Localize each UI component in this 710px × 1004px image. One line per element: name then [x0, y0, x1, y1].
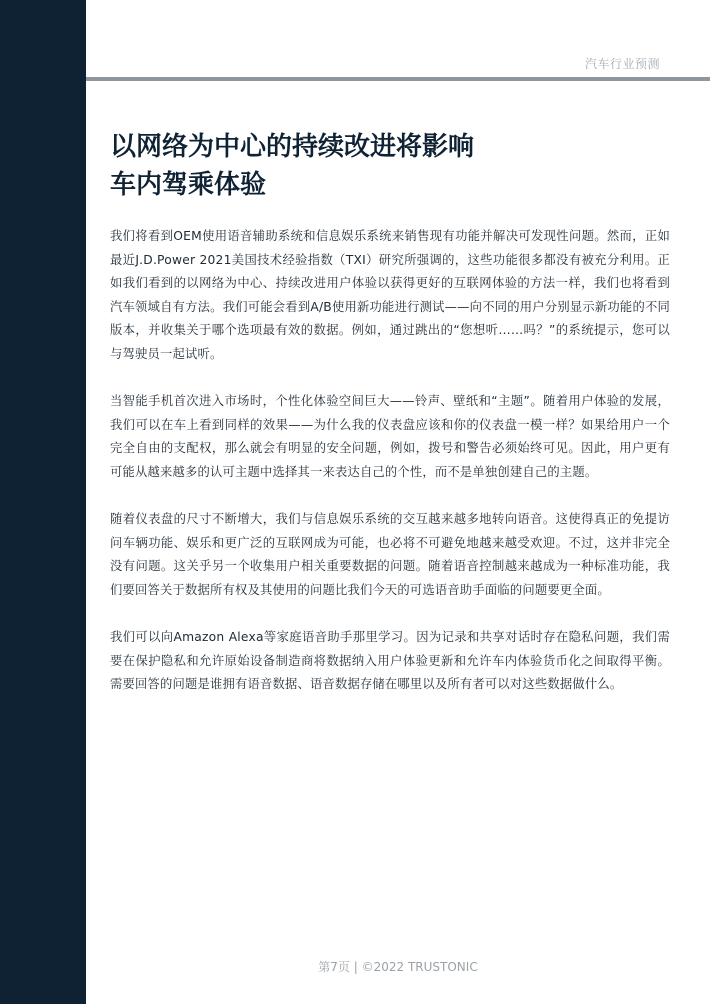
paragraph: 当智能手机首次进入市场时，个性化体验空间巨大——铃声、壁纸和“主题”。随着用户体验的发展，我们可以在车上看到同样的效果——为什么我的仪表盘应该和你的仪表盘一模一样？如果给用户一个完全自由的支配权，那么就会有明显的安全问题，例如，拨号和警告必须始终可见。因此，用户更有可能从越来越多的认可主题中选择其一来表达自己的个性，而不是单独创建自己的主题。 — [110, 394, 670, 479]
article-body — [110, 225, 670, 721]
sidebar-band — [0, 0, 86, 1004]
paragraph: 我们可以向Amazon Alexa等家庭语音助手那里学习。因为记录和共享对话时存在隐私问题，我们需要在保护隐私和允许原始设备制造商将数据纳入用户体验更新和允许车内体验货币化之间取得平衡。需要回答的问题是谁拥有语音数据、语音数据存储在哪里以及所有者可以对这些数据做什么。 — [110, 630, 670, 691]
header-rule — [86, 77, 710, 81]
page-footer: 第7页 | ©2022 TRUSTONIC — [318, 960, 478, 974]
paragraph: 我们将看到OEM使用语音辅助系统和信息娱乐系统来销售现有功能并解决可发现性问题。然而，正如最近J.D.Power 2021美国技术经验指数（TXI）研究所强调的，这些功能很多都没有被充分利用。正如我们看到的以网络为中心、持续改进用户体验以获得更好的互联网体验的方法一样，我们也将看到汽车领域自有方法。我们可能会看到A/B使用新功能进行测试——向不同的用户分别显示新功能的不同版本，并收集关于哪个选项最有效的数据。例如，通过跳出的“您想听……吗？”的系统提示，您可以与驾驶员一起试听。 — [110, 229, 670, 361]
paragraph: 随着仪表盘的尺寸不断增大，我们与信息娱乐系统的交互越来越多地转向语音。这使得真正的免提访问车辆功能、娱乐和更广泛的互联网成为可能，也必将不可避免地越来越受欢迎。不过，这并非完全没有问题。这关乎另一个收集用户相关重要数据的问题。随着语音控制越来越成为一种标准功能，我们要回答关于数据所有权及其使用的问题比我们今天的可选语音助手面临的问题要更全面。 — [110, 512, 670, 597]
title-line-2: 车内驾乘体验 — [110, 170, 267, 200]
article-title — [110, 128, 670, 204]
section-tag: 汽车行业预测 — [584, 57, 660, 71]
title-line-1: 以网络为中心的持续改进将影响 — [110, 132, 475, 162]
